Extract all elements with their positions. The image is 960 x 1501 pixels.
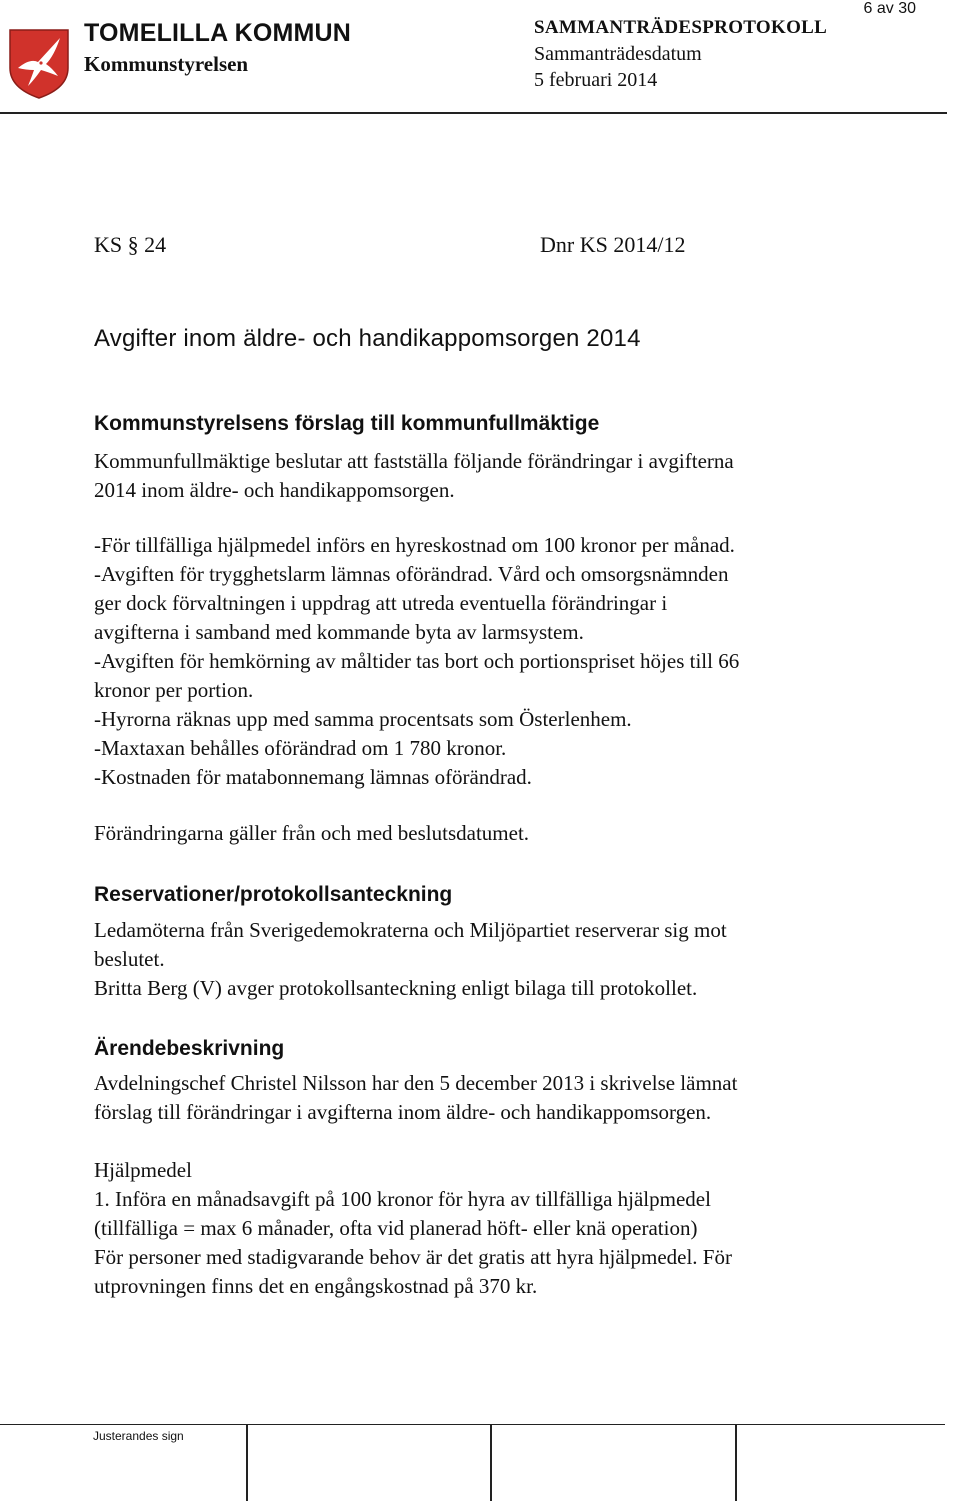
case-registration-number: Dnr KS 2014/12 (540, 232, 686, 257)
proposal-changes (94, 531, 894, 792)
aids-item-line: 1. Införa en månadsavgift på 100 kronor för hyra av tillfälliga hjälpmedel (94, 1187, 711, 1211)
municipality-name: TOMELILLA KOMMUN (84, 19, 352, 47)
signature-cell-divider (246, 1425, 248, 1501)
meeting-date-label: Sammanträdesdatum (534, 43, 702, 65)
change-line: ger dock förvaltningen i uppdrag att utreda eventuella förändringar i (94, 591, 668, 615)
board-name: Kommunstyrelsen (84, 52, 249, 76)
change-line: -Maxtaxan behålles oförändrad om 1 780 kronor. (94, 736, 507, 760)
proposal-intro-line: Kommunfullmäktige beslutar att fastställa följande förändringar i avgifterna (94, 449, 734, 473)
change-line: kronor per portion. (94, 678, 254, 702)
change-line: -Kostnaden för matabonnemang lämnas oförändrad. (94, 765, 532, 789)
description-line: Avdelningschef Christel Nilsson har den 5 december 2013 i skrivelse lämnat (94, 1071, 738, 1095)
signature-label: Justerandes sign (93, 1429, 184, 1443)
proposal-intro-line: 2014 inom äldre- och handikappomsorgen. (94, 478, 455, 502)
description-line: förslag till förändringar i avgifterna inom äldre- och handikappomsorgen. (94, 1100, 712, 1124)
coat-of-arms-logo-icon (8, 28, 70, 100)
signature-cell-divider (735, 1425, 737, 1501)
aids-subheading: Hjälpmedel (94, 1158, 192, 1182)
reservation-line: beslutet. (94, 947, 165, 971)
reservation-line: Britta Berg (V) avger protokollsanteckning enligt bilaga till protokollet. (94, 976, 698, 1000)
aids-item-line: utprovningen finns det en engångskostnad på 370 kr. (94, 1274, 538, 1298)
change-line: -Avgiften för hemkörning av måltider tas bort och portionspriset höjes till 66 (94, 649, 740, 673)
effective-date-statement: Förändringarna gäller från och med beslutsdatumet. (94, 821, 530, 845)
aids-item-line: (tillfälliga = max 6 månader, ofta vid planerad höft- eller knä operation) (94, 1216, 698, 1240)
description-text (94, 1069, 894, 1127)
description-heading: Ärendebeskrivning (94, 1037, 285, 1060)
signature-cell-divider (490, 1425, 492, 1501)
reservations-text (94, 916, 894, 1003)
proposal-heading: Kommunstyrelsens förslag till kommunfullmäktige (94, 412, 600, 435)
proposal-intro (94, 447, 894, 505)
reservation-line: Ledamöterna från Sverigedemokraterna och Miljöpartiet reserverar sig mot (94, 918, 727, 942)
paragraph-number: KS § 24 (94, 232, 167, 257)
change-line: avgifterna i samband med kommande byta av larmsystem. (94, 620, 584, 644)
change-line: -Avgiften för trygghetslarm lämnas oförändrad. Vård och omsorgsnämnden (94, 562, 729, 586)
aids-section (94, 1156, 894, 1301)
change-line: -För tillfälliga hjälpmedel införs en hyreskostnad om 100 kronor per månad. (94, 533, 735, 557)
header-divider (0, 112, 947, 114)
page-number: 6 av 30 (863, 0, 916, 17)
change-line: -Hyrorna räknas upp med samma procentsats som Österlenhem. (94, 707, 632, 731)
reservations-heading: Reservationer/protokollsanteckning (94, 883, 453, 906)
aids-item-line: För personer med stadigvarande behov är det gratis att hyra hjälpmedel. För (94, 1245, 732, 1269)
meeting-date-value: 5 februari 2014 (534, 69, 658, 91)
case-title: Avgifter inom äldre- och handikappomsorgen 2014 (94, 325, 641, 352)
protocol-title: SAMMANTRÄDESPROTOKOLL (534, 17, 828, 38)
